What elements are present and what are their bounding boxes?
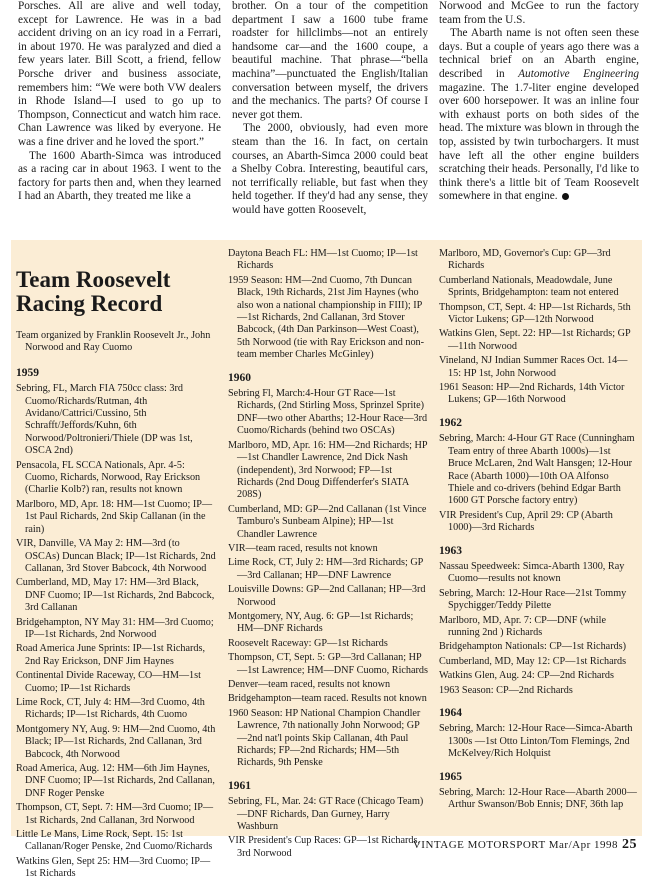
race-result-entry: Sebring, March: 12-Hour Race—Abarth 2000—Arthur Swanson/Bob Ennis; DNF, 36th lap	[439, 787, 637, 811]
year-heading-1965: 1965	[439, 770, 462, 783]
story-paragraph	[439, 27, 639, 204]
race-result-entry: Watkins Glen, Aug. 24: CP—2nd Richards	[439, 670, 614, 682]
entries-1963	[439, 561, 637, 697]
page-number: 25	[622, 837, 637, 852]
year-heading-1963: 1963	[439, 544, 462, 557]
year-heading-1964: 1964	[439, 707, 462, 719]
race-result-entry: Road America, Aug. 12: HM—6th Jim Haynes, DNF Cuomo; IP—1st Richards, 2nd Callanan, DNF Roger Penske	[16, 763, 215, 799]
race-result-entry: Lime Rock, CT, July 4: HM—3rd Cuomo, 4th Richards; IP—1st Richards, 4th Cuomo	[16, 696, 205, 721]
race-result-entry: VIR President's Cup Races: GP—1st Richards, 3rd Norwood	[228, 835, 420, 859]
race-result-entry: Continental Divide Raceway, CO—HM—1st Cuomo; IP—1st Richards	[16, 670, 201, 694]
race-result-entry: Watkins Glen, Sept 25: HM—3rd Cuomo; IP—1st Richards	[16, 855, 211, 880]
race-result-entry: Daytona Beach FL: HM—1st Cuomo; IP—1st Richards	[228, 248, 418, 272]
magazine-reference: Automotive Engineering	[518, 67, 639, 80]
team-organized-note: Team organized by Franklin Roosevelt Jr., John Norwood and Ray Cuomo	[16, 330, 211, 354]
story-column-1	[18, 0, 221, 204]
race-result-entry: Sebring Fl, March:4-Hour GT Race—1st Richards, (2nd Stirling Moss, Sprinzel Sprite) DNF—two other Abarths; 12-Hour Race—3rd Cuomo/Richards (behind two OSCAs)	[228, 388, 428, 437]
race-result-entry: VIR—team raced, results not known	[228, 542, 378, 554]
entries-1960	[228, 388, 428, 770]
year-heading-1962: 1962	[439, 416, 462, 429]
entries-1961-start	[228, 796, 428, 860]
race-result-entry: Montgomery NY, Aug. 9: HM—2nd Cuomo, 4th Black; IP—1st Richards, 2nd Callanan, 3rd Babcock, 4th Norwood	[16, 723, 216, 760]
entries-1959	[16, 383, 216, 880]
race-result-entry: Nassau Speedweek: Simca-Abarth 1300, Ray Cuomo—results not known	[439, 560, 625, 585]
race-result-entry: Little Le Mans, Lime Rock, Sept. 15: 1st Callanan/Roger Penske, 2nd Cuomo/Richards	[16, 829, 213, 853]
race-result-entry: Lime Rock, CT, July 2: HM—3rd Richards; GP—3rd Callanan; HP—DNF Lawrence	[228, 557, 424, 581]
end-of-story-bullet	[562, 193, 569, 200]
race-result-entry: Sebring, FL, Mar. 24: GT Race (Chicago Team)—DNF Richards, Dan Gurney, Harry Washburn	[228, 796, 424, 833]
race-result-entry: Thompson, CT, Sept. 5: GP—3rd Callanan; HP—1st Lawrence; HM—DNF Cuomo, Richards	[228, 652, 428, 676]
story-paragraph: Porsches. All are alive and well today, except for Lawrence. He was in a bad accident driving on an icy road in a Ferrari, in about 1970. He was paralyzed and died a few years later. Bill Scott, a friend, fellow Porsche driver and business associate, remembers him: “We were both VW dealers in Rhode Island—I used to go up to Thompson, Connecticut and watch him race. Chan Lawrence was liked by everyone. He was a fine driver and he loved the sport.”	[18, 0, 221, 148]
year-heading-1961: 1961	[228, 779, 251, 792]
race-result-entry: Cumberland, MD, May 17: HM—3rd Black, DNF Cuomo; IP—1st Richards, 2nd Babcock, 3rd Callanan	[16, 577, 215, 614]
race-result-entry: Sebring, March: 12-Hour Race—Simca-Abarth 1300s —1st Otto Linton/Tom Flemings, 2nd McKelvey/Rich Holquist	[439, 723, 633, 760]
race-result-entry: 1960 Season: HP National Champion Chandler Lawrence, 7th nationally John Norwood; GP—2nd nat'l points Skip Callanan, 4th Paul Richards; FP—2nd Richards; HM—5th Richards, 9th Penske	[228, 707, 421, 769]
entries-1965	[439, 787, 637, 812]
record-title: Team Roosevelt Racing Record	[16, 267, 171, 316]
story-paragraph: Norwood and McGee to run the factory team from the U.S.	[439, 0, 639, 26]
story-paragraph: The 2000, obviously, had even more steam than the 16. In fact, on certain courses, an Abarth-Simca 2000 could beat a Shelby Cobra. Interesting, beautiful cars, not terrifically reliable, but fast when they held together. If they'd had any sense, they would have gotten Roosevelt,	[232, 122, 428, 216]
race-result-entry: Bridgehampton Nationals: CP—1st Richards)	[439, 641, 627, 653]
race-result-entry: Road America June Sprints: IP—1st Richards, 2nd Ray Erickson, DNF Jim Haynes	[16, 643, 206, 667]
race-result-entry: Cumberland, MD, May 12: CP—1st Richards	[439, 655, 627, 667]
race-result-entry: Cumberland, MD: GP—2nd Callanan (1st Vince Tamburo's Sunbeam Alpine); HP—1st Chandler Lawrence	[228, 503, 427, 540]
race-result-entry: Marlboro, MD, Apr. 18: HM—1st Cuomo; IP—1st Paul Richards, 2nd Skip Callanan (in the rain)	[16, 498, 213, 535]
race-result-entry: Watkins Glen, Sept. 22: HP—1st Richards; GP—11th Norwood	[439, 328, 631, 352]
story-text: The Abarth name is not often seen these days. But a couple of years ago there was a technical brief on an Abarth engine, described in	[439, 27, 639, 80]
race-result-entry: Pensacola, FL SCCA Nationals, Apr. 4-5: Cuomo, Richards, Norwood, Ray Erickson (Charlie Kolb?) ran, results not known	[16, 459, 201, 496]
entries-1959-continued	[228, 248, 428, 362]
race-result-entry: VIR, Danville, VA May 2: HM—3rd (to OSCAs) Duncan Black; IP—1st Richards, 2nd Callanan, 3rd Stover Babcock, 4th Norwood	[16, 538, 216, 574]
race-result-entry: Thompson, CT, Sept. 7: HM—3rd Cuomo; IP—1st Richards, 2nd Callanan, 3rd Norwood	[16, 802, 214, 826]
year-heading-1960: 1960	[228, 371, 251, 384]
race-result-entry: Thompson, CT, Sept. 4: HP—1st Richards, 5th Victor Lukens; GP—12th Norwood	[439, 301, 631, 326]
race-result-entry: Marlboro, MD, Apr. 16: HM—2nd Richards; HP—1st Chandler Lawrence, 2nd Dick Nash (independent), 3rd Norwood; FP—1st Richards (2nd Doug Diffenderfer's SIATA 208S)	[228, 439, 428, 501]
race-result-entry: Louisville Downs: GP—2nd Callanan; HP—3rd Norwood	[228, 584, 426, 608]
race-result-entry: Marlboro, MD, Governor's Cup: GP—3rd Richards	[439, 248, 611, 272]
page-footer	[413, 837, 637, 853]
race-result-entry: Cumberland Nationals, Meadowdale, June Sprints, Bridgehampton: team not entered	[439, 274, 619, 299]
story-column-2	[232, 0, 428, 218]
race-result-entry: Marlboro, MD, Apr. 7: CP—DNF (while running 2nd ) Richards	[439, 614, 606, 638]
race-result-entry: Vineland, NJ Indian Summer Races Oct. 14—15: HP 1st, John Norwood	[439, 355, 628, 379]
race-result-entry: Sebring, March: 4-Hour GT Race (Cunningham Team entry of three Abarth 1000s)—1st Bruce McLaren, 2nd Walt Hansgen; 12-Hour Race (Abarth 1000)—10th OA Alfonso Thiele and co-drivers (behind Edgar Barth 1600 GT Porsche factory entry)	[439, 433, 635, 507]
entries-1961-continued	[439, 248, 637, 407]
race-result-entry: 1961 Season: HP—2nd Richards, 14th Victor Lukens; GP—16th Norwood	[439, 382, 625, 406]
record-column-1	[16, 248, 216, 883]
race-result-entry: VIR President's Cup, April 29: CP (Abarth 1000)—3rd Richards	[439, 509, 613, 534]
story-column-3	[439, 0, 639, 204]
entries-1962	[439, 433, 637, 534]
race-result-entry: Sebring, March: 12-Hour Race—21st Tommy Spychigger/Teddy Pilette	[439, 587, 627, 612]
race-result-entry: 1963 Season: CP—2nd Richards	[439, 684, 573, 696]
story-paragraph: The 1600 Abarth-Simca was introduced as a racing car in about 1963. I went to the factory for parts then and, when they learned I had an Abarth, they treated me like a	[18, 149, 221, 203]
year-heading-1959: 1959	[16, 366, 39, 379]
race-result-entry: Roosevelt Raceway: GP—1st Richards	[228, 637, 388, 649]
record-column-2	[228, 248, 428, 862]
race-result-entry: 1959 Season: HM—2nd Cuomo, 7th Duncan Black, 19th Richards, 21st Jim Haynes (who also won a national championship in FIII); IP—1st Richards, 2nd Callanan, 3rd Stover Babcock, (4th Dan Parkinson—West Coast), 5th Norwood (tie with Ray Erickson and non-team member Charles McGinley)	[228, 274, 425, 361]
race-result-entry: Bridgehampton, NY May 31: HM—3rd Cuomo; IP—1st Richards, 2nd Norwood	[16, 616, 214, 640]
race-result-entry: Bridgehampton—team raced. Results not known	[228, 693, 427, 705]
race-result-entry: Montgomery, NY, Aug. 6: GP—1st Richards; HM—DNF Richards	[228, 610, 414, 635]
race-result-entry: Denver—team raced, results not known	[228, 679, 391, 690]
entries-1964	[439, 723, 637, 760]
record-column-3	[439, 248, 637, 814]
story-text: magazine. The 1.7-liter engine developed over 600 horsepower. It was an inline four with exhaust ports on both sides of the head. The mixture was blown in through the top, assisted by twin turbochargers. It must have left all the other engine builders scratching their heads. Personally, I'd like to think there's a little bit of Team Roosevelt somewhere in that engine.	[439, 81, 639, 203]
story-paragraph: brother. On a tour of the competition department I saw a 1600 tube frame roadster for hillclimbs—not an entirely handsome car—and the 1600 coupe, a beautiful machine. That phrase—“bella machina”—punctuated the English/Italian conversation between myself, the drivers and the mechanics. The parts? Of course I never got them.	[232, 0, 428, 121]
magazine-issue: VINTAGE MOTORSPORT Mar/Apr 1998	[412, 839, 618, 851]
race-result-entry: Sebring, FL, March FIA 750cc class: 3rd Cuomo/Richards/Rutman, 4th Avidano/Cattrici/Cussino, 5th Schrafft/Jeffords/Kuhn, 6th Norwood/Poltronieri/Thiele (DP was 1st, OSCA 2nd)	[16, 383, 193, 457]
